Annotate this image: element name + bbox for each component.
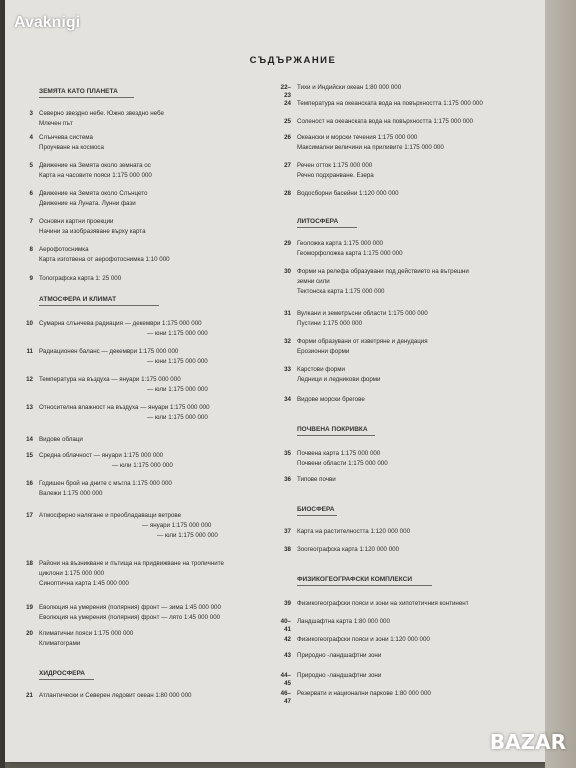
- entry-subtitle: — юли 1:175 000 000: [147, 414, 208, 421]
- entry-title: Сумарна слънчева радиация — декември 1:175 000 000: [39, 320, 202, 327]
- entry-title: Видове облаци: [39, 436, 83, 443]
- entry-title: Относителна влажност на въздуха — януари 1:175 000 000: [39, 404, 210, 411]
- page-number: 28: [284, 190, 291, 197]
- entry-title: Топографска карта 1: 25 000: [39, 275, 122, 282]
- page-number: 36: [284, 476, 291, 483]
- page-number: 31: [284, 310, 291, 317]
- page-number: 20: [26, 630, 33, 637]
- page-number: 24: [284, 100, 291, 107]
- entry-title: Атлантически и Северен ледовит океан 1:80 000 000: [39, 692, 192, 699]
- entry-subtitle: земни сили: [297, 278, 330, 285]
- page-title: СЪДЪРЖАНИЕ: [249, 55, 337, 66]
- page-number: 5: [29, 162, 33, 169]
- watermark: Avaknigi: [14, 14, 81, 31]
- page-number: 8: [29, 246, 33, 253]
- page-number: 6: [29, 190, 33, 197]
- entry-subtitle: Речно подхранване. Езера: [297, 172, 374, 179]
- entry-title: Основни картни проекции: [39, 218, 114, 225]
- page-number: 26: [284, 134, 291, 141]
- entry-title: Карстови форми: [297, 366, 345, 373]
- entry-subtitle: Синоптична карта 1:45 000 000: [39, 580, 129, 587]
- section-heading: ХИДРОСФЕРА: [39, 670, 85, 677]
- entry-subtitle: Пустини 1:175 000 000: [297, 320, 363, 327]
- entry-subtitle: Ерозионни форми: [297, 348, 350, 355]
- entry-title: Климатични пояси 1:175 000 000: [39, 630, 134, 637]
- entry-title: Температура на въздуха — януари 1:175 000 000: [39, 376, 181, 383]
- page-number: 10: [26, 320, 33, 327]
- section-heading: ПОЧВЕНА ПОКРИВКА: [297, 426, 368, 433]
- page-number: 29: [284, 240, 291, 247]
- page-number: 40–41: [280, 618, 291, 633]
- entry-title: Ландшафтна карта 1:80 000 000: [297, 618, 390, 625]
- page-number: 44–45: [280, 672, 291, 687]
- entry-title: Средна облачност — януари 1:175 000 000: [39, 452, 164, 459]
- entry-title: Природно -ландшафтни зони: [297, 652, 382, 659]
- entry-title: Физикогеографски пояси и зони на хипотетичния континент: [297, 600, 469, 607]
- entry-title: Водосборни басейни 1:120 000 000: [297, 190, 399, 197]
- entry-title: Аерофотоснимка: [39, 246, 89, 253]
- page-number: 9: [29, 275, 33, 282]
- section-rule: [297, 585, 432, 586]
- entry-subtitle: Карта на часовите пояси 1:175 000 000: [39, 172, 152, 179]
- page-number: 46–47: [280, 690, 291, 705]
- entry-title: Почвена карта 1:175 000 000: [297, 450, 381, 457]
- entry-subtitle: Максимални величини на приливите 1:175 000 000: [297, 144, 444, 151]
- section-rule: [297, 435, 375, 436]
- page-number: 4: [29, 134, 33, 141]
- page-number: 32: [284, 338, 291, 345]
- page-number: 11: [26, 348, 33, 355]
- entry-subtitle: Тектонска карта 1:175 000 000: [297, 288, 385, 295]
- page-number: 37: [284, 528, 291, 535]
- entry-subtitle: циклони 1:175 000 000: [39, 570, 105, 577]
- entry-subtitle: — юли 1:175 000 000: [147, 386, 208, 393]
- entry-title: Океански и морски течения 1:175 000 000: [297, 134, 418, 141]
- entry-title: Резервати и национални паркове 1:80 000 000: [297, 690, 431, 697]
- entry-title: Слънчева система: [39, 134, 93, 141]
- section-rule: [297, 227, 357, 228]
- page-number: 14: [26, 436, 33, 443]
- entry-title: Движение на Земята около земната ос: [39, 162, 151, 169]
- page-number: 25: [284, 118, 291, 125]
- entry-title: Северно звездно небе. Южно звездно небе: [39, 110, 164, 117]
- section-rule: [39, 679, 94, 680]
- entry-title: Природно -ландшафтни зони: [297, 672, 382, 679]
- entry-title: Райони на възникване и пътища на придвижване на тропичните: [39, 560, 224, 567]
- page-number: 22–23: [280, 84, 291, 99]
- section-rule: [39, 97, 134, 98]
- entry-title: Физикогеографски пояси и зони 1:120 000 000: [297, 636, 430, 643]
- entry-subtitle: Карта изготвена от аерофотоснимка 1:10 000: [39, 256, 170, 263]
- entry-title: Зоогеографска карта 1:120 000 000: [297, 546, 400, 553]
- entry-title: Атмосферно налягане и преобладаващи ветрове: [39, 512, 182, 519]
- page-number: 18: [26, 560, 33, 567]
- page-number: 35: [284, 450, 291, 457]
- entry-subtitle: Начини за изобразяване върху карта: [39, 228, 146, 235]
- entry-subtitle: — януари 1:175 000 000: [142, 522, 212, 529]
- entry-subtitle: Проучване на космоса: [39, 144, 104, 151]
- entry-subtitle: Еволюция на умерения (полярния) фронт — лято 1:45 000 000: [39, 614, 221, 621]
- adjacent-page-edge: [545, 0, 576, 768]
- section-rule: [297, 515, 337, 516]
- page-number: 12: [26, 376, 33, 383]
- entry-subtitle: — юли 1:175 000 000: [112, 462, 173, 469]
- entry-title: Радиационен баланс — декември 1:175 000 000: [39, 348, 179, 355]
- entry-subtitle: Валежи 1:175 000 000: [39, 490, 103, 497]
- entry-title: Видове морски брегове: [297, 396, 365, 403]
- page-number: 30: [284, 268, 291, 275]
- entry-subtitle: Движение на Луната. Лунни фази: [39, 200, 136, 207]
- page-number: 19: [26, 604, 33, 611]
- page-number: 33: [284, 366, 291, 373]
- entry-subtitle: Климатограми: [39, 640, 81, 647]
- entry-subtitle: — юли 1:175 000 000: [157, 532, 218, 539]
- section-heading: ЗЕМЯТА КАТО ПЛАНЕТА: [39, 88, 118, 95]
- page-number: 42: [284, 636, 291, 643]
- page-number: 34: [284, 396, 291, 403]
- entry-subtitle: — юни 1:175 000 000: [147, 358, 208, 365]
- entry-title: Карта на растителността 1:120 000 000: [297, 528, 411, 535]
- bazar-logo: BAZAR: [489, 730, 566, 754]
- section-heading: БИОСФЕРА: [297, 506, 335, 513]
- page-number: 16: [26, 480, 33, 487]
- entry-title: Типове почви: [297, 476, 336, 483]
- entry-title: Еволюция на умерения (полярния) фронт — зима 1:45 000 000: [39, 604, 221, 611]
- page-number: 3: [29, 110, 33, 117]
- page-number: 7: [29, 218, 33, 225]
- entry-title: Соленост на океанската вода на повърхността 1:175 000 000: [297, 118, 473, 125]
- entry-title: Речен отток 1:175 000 000: [297, 162, 373, 169]
- section-heading: ФИЗИКОГЕОГРАФСКИ КОМПЛЕКСИ: [297, 576, 412, 583]
- section-rule: [39, 305, 159, 306]
- entry-subtitle: — юни 1:175 000 000: [147, 330, 208, 337]
- entry-title: Годишен брой на дните с мъгла 1:175 000 000: [39, 480, 172, 487]
- page-number: 43: [284, 652, 291, 659]
- entry-subtitle: Геоморфоложка карта 1:175 000 000: [297, 250, 403, 257]
- page-number: 27: [284, 162, 291, 169]
- contents-page: [5, 0, 545, 762]
- section-heading: АТМОСФЕРА И КЛИМАТ: [39, 296, 117, 303]
- entry-title: Температура на океанската вода на повърхността 1:175 000 000: [297, 100, 483, 107]
- entry-title: Геоложка карта 1:175 000 000: [297, 240, 383, 247]
- entry-subtitle: Ледници и ледникови форми: [297, 376, 381, 383]
- entry-title: Форми на релефа образувани под действието на вътрешни: [297, 268, 469, 275]
- entry-title: Вулкани и земетръсни области 1:175 000 000: [297, 310, 428, 317]
- page-number: 21: [26, 692, 33, 699]
- page-number: 15: [26, 452, 33, 459]
- page-number: 38: [284, 546, 291, 553]
- entry-title: Форми образувани от изветряне и денудация: [297, 338, 428, 345]
- page-number: 39: [284, 600, 291, 607]
- entry-title: Тихи и Индийски океан 1:80 000 000: [297, 84, 402, 91]
- page-number: 17: [26, 512, 33, 519]
- entry-title: Движение на Земята около Слънцето: [39, 190, 148, 197]
- section-heading: ЛИТОСФЕРА: [297, 218, 339, 225]
- page-number: 13: [26, 404, 33, 411]
- entry-subtitle: Почвени области 1:175 000 000: [297, 460, 388, 467]
- entry-subtitle: Млечен път: [39, 120, 73, 127]
